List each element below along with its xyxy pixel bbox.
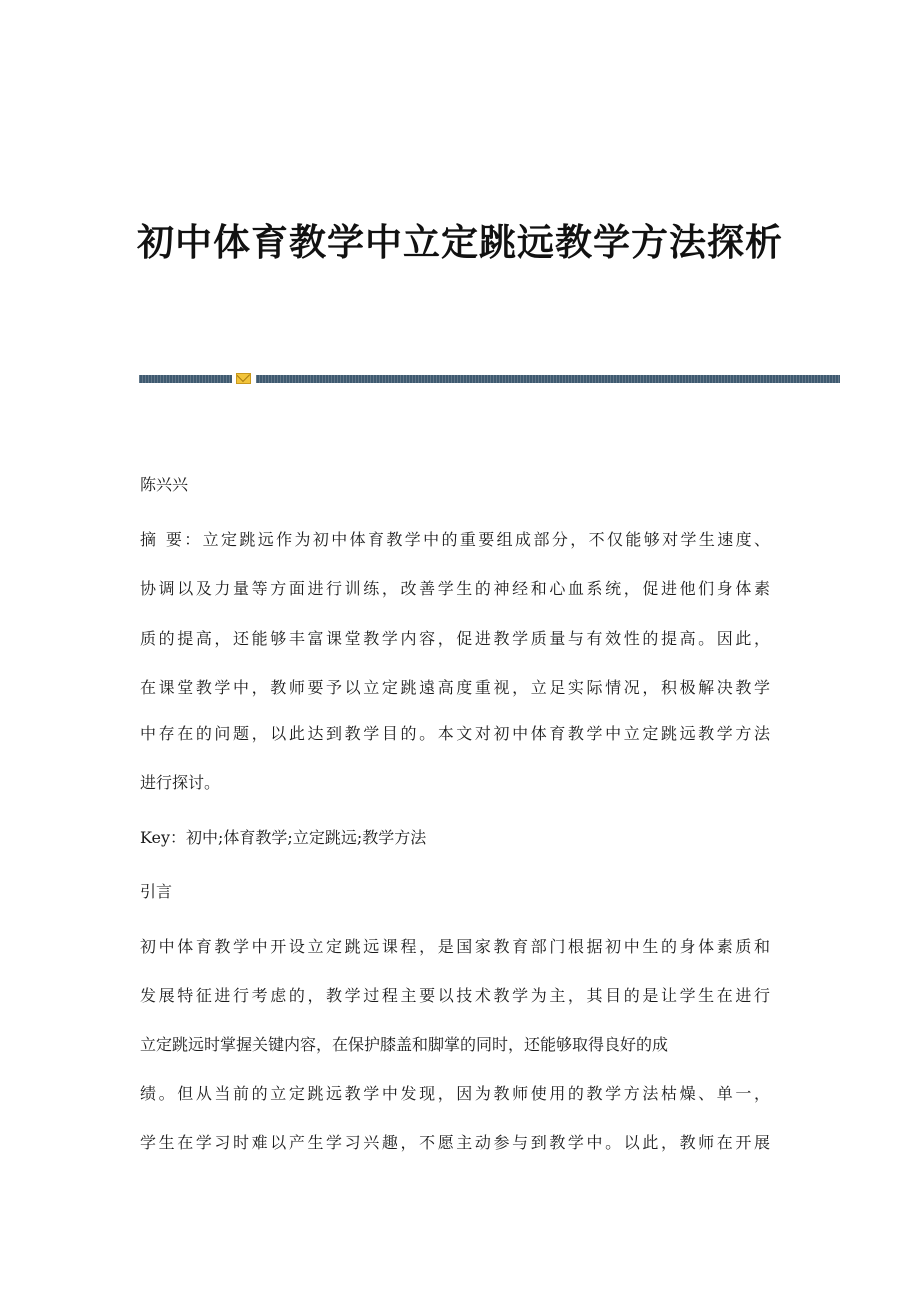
- intro-line: 学生在学习时难以产生学习兴趣，不愿主动参与到教学中。以此，教师在开展: [140, 1133, 770, 1152]
- abstract-line: 进行探讨。: [140, 773, 221, 792]
- abstract-line: 质的提高，还能够丰富课堂教学内容，促进教学质量与有效性的提高。因此，: [140, 629, 770, 648]
- abstract-line: 在课堂教学中，教师要予以立定跳遠高度重视，立足实际情况，积极解决教学: [140, 678, 770, 697]
- author-name: 陈兴兴: [140, 475, 189, 494]
- intro-line: 立定跳远时掌握关键内容，在保护膝盖和脚掌的同时，还能够取得良好的成: [140, 1035, 669, 1054]
- intro-line: 初中体育教学中开设立定跳远课程，是国家教育部门根据初中生的身体素质和: [140, 937, 770, 956]
- abstract-line: 摘 要：立定跳远作为初中体育教学中的重要组成部分，不仅能够对学生速度、: [140, 530, 770, 549]
- intro-heading: 引言: [140, 882, 173, 901]
- document-title: 初中体育教学中立定跳远教学方法探析: [137, 220, 783, 264]
- intro-line: 发展特征进行考虑的，教学过程主要以技术教学为主，其目的是让学生在进行: [140, 986, 770, 1005]
- intro-line: 绩。但从当前的立定跳远教学中发现，因为教师使用的教学方法枯燥、单一，: [140, 1084, 770, 1103]
- title-divider-left: [139, 375, 232, 383]
- title-divider-right: [256, 375, 840, 383]
- keywords-line: Key：初中;体育教学;立定跳远;教学方法: [140, 828, 427, 847]
- envelope-icon: [236, 373, 251, 384]
- abstract-line: 协调以及力量等方面进行训练，改善学生的神经和心血系统，促进他们身体素: [140, 579, 770, 598]
- abstract-line: 中存在的问题，以此达到教学目的。本文对初中体育教学中立定跳远教学方法: [140, 724, 770, 743]
